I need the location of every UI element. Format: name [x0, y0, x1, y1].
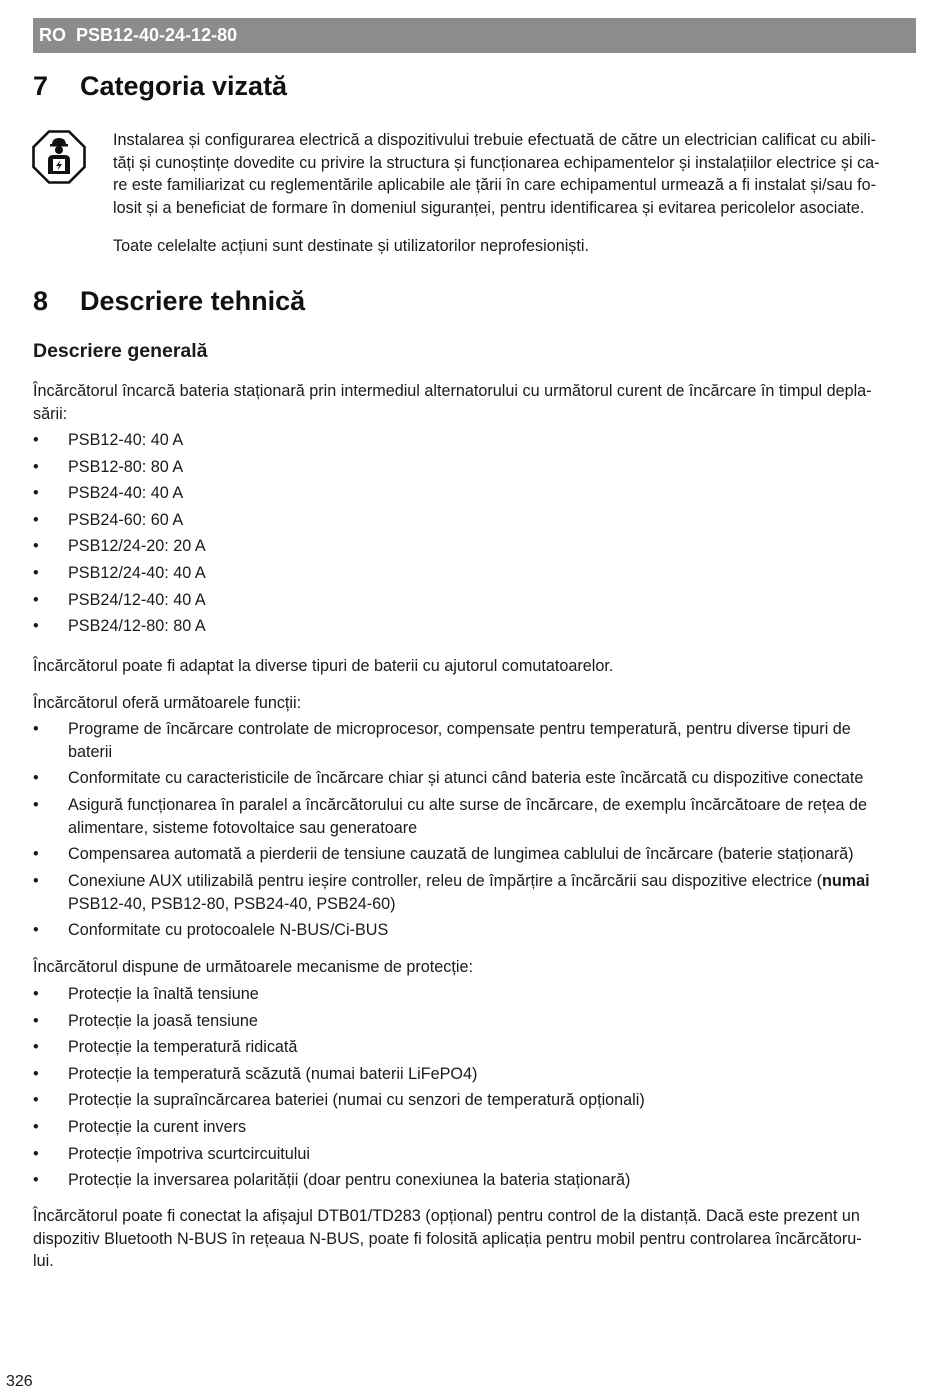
list-item: [33, 767, 916, 790]
qualification-line: losit și a beneficiat de formare în domeniul siguranței, pentru identificarea și evitarea pericolelor asociate.: [113, 198, 865, 217]
section-7-heading: [33, 70, 287, 102]
section-8-title: Descriere tehnică: [80, 286, 306, 316]
list-item: • PSB12-80: 80 A: [33, 456, 916, 483]
list-item-line: alimentare, sisteme fotovoltaice sau generatoare: [68, 818, 418, 837]
list-item: [33, 870, 916, 915]
charging-intro-line: Încărcătorul încarcă bateria staționară prin intermediul alternatorului cu următorul curent de încărcare în timpul depla-: [33, 382, 872, 400]
list-item: • PSB12-40: 40 A: [33, 429, 916, 456]
list-item: • Protecție la supraîncărcarea bateriei (numai cu senzori de temperatură opționali): [33, 1089, 916, 1116]
list-item: [33, 718, 916, 763]
list-item: • PSB12/24-40: 40 A: [33, 562, 916, 589]
charging-intro: [33, 380, 916, 425]
qualification-line: re este familiarizat cu reglementările aplicabile ale țării în care echipamentul urmează a fi instalat și/sau fo-: [113, 176, 876, 194]
list-item-line: • Asigură funcționarea în paralel a încărcătorului cu alte surse de încărcare, de exemplu încărcătoare de rețea de: [68, 796, 868, 815]
page-header: [33, 18, 916, 53]
charging-current-list: [33, 429, 916, 642]
remote-control-line: Încărcătorul poate fi conectat la afișajul DTB01/TD283 (opțional) pentru control de la distanță. Dacă este prezent un: [33, 1207, 860, 1225]
charging-intro-line: sării:: [33, 404, 68, 423]
list-item: • Protecție la inversarea polarității (doar pentru conexiunea la bateria staționară): [33, 1169, 916, 1196]
remote-control-line: dispozitiv Bluetooth N-BUS în rețeaua N-BUS, poate fi folosită aplicația pentru mobil pentru controlarea încărcătoru-: [33, 1229, 862, 1248]
language-code: RO: [39, 25, 66, 46]
functions-list: [33, 718, 916, 946]
section-8-number: 8: [33, 286, 49, 316]
remote-control-line: lui.: [33, 1252, 54, 1270]
page-number: 326: [6, 1373, 33, 1390]
list-item: [33, 794, 916, 839]
protection-list: [33, 983, 916, 1196]
protection-intro: Încărcătorul dispune de următoarele mecanisme de protecție:: [33, 958, 473, 976]
list-item: • Protecție la joasă tensiune: [33, 1010, 916, 1037]
list-item: • Protecție la temperatură ridicată: [33, 1036, 916, 1063]
section-7-number: 7: [33, 71, 49, 101]
list-item-line: • Conformitate cu caracteristicile de încărcare chiar și atunci când bateria este încărcată cu dispozitive conectate: [68, 769, 864, 788]
list-item-line: [68, 870, 916, 893]
qualification-line: Instalarea și configurarea electrică a dispozitivului trebuie efectuată de către un electrician calificat cu abili-: [113, 131, 877, 149]
list-item: • Protecție împotriva scurtcircuitului: [33, 1143, 916, 1170]
adapt-paragraph: Încărcătorul poate fi adaptat la diverse tipuri de baterii cu ajutorul comutatoarelor.: [33, 657, 614, 675]
list-item: • Protecție la temperatură scăzută (numai baterii LiFePO4): [33, 1063, 916, 1090]
electrician-icon: [32, 130, 86, 184]
list-item: • PSB12/24-20: 20 A: [33, 535, 916, 562]
non-professional-paragraph: Toate celelalte acțiuni sunt destinate și utilizatorilor neprofesioniști.: [113, 237, 589, 255]
qualification-paragraph: [113, 129, 918, 219]
section-7-title: Categoria vizată: [80, 71, 288, 101]
aux-bold-text: numai: [821, 872, 870, 891]
qualification-line: tăți și cunoștințe dovedite cu privire la structura și funcționarea echipamentelor și instalațiilor electrice și ca-: [113, 153, 880, 172]
list-item-line: baterii: [68, 742, 113, 761]
list-item: [33, 843, 916, 866]
list-item-line: • Conformitate cu protocoalele N-BUS/Ci-BUS: [68, 921, 389, 940]
list-item: • Protecție la curent invers: [33, 1116, 916, 1143]
list-item: • PSB24/12-40: 40 A: [33, 589, 916, 616]
model-name: PSB12-40-24-12-80: [76, 25, 238, 46]
general-description-heading: Descriere generală: [33, 340, 208, 362]
list-item-line: • Programe de încărcare controlate de microprocesor, compensate pentru temperatură, pentru diverse tipuri de: [68, 720, 851, 738]
list-item-line: PSB12-40, PSB12-80, PSB24-40, PSB24-60): [68, 894, 396, 913]
remote-control-paragraph: [33, 1205, 916, 1273]
list-item: [33, 919, 916, 942]
list-item: • Protecție la înaltă tensiune: [33, 983, 916, 1010]
list-item: • PSB24-40: 40 A: [33, 482, 916, 509]
functions-intro: Încărcătorul oferă următoarele funcții:: [33, 694, 302, 712]
list-item-line: • Compensarea automată a pierderii de tensiune cauzată de lungimea cablului de încărcare (baterie staționară): [68, 845, 854, 864]
section-8-heading: [33, 285, 305, 317]
list-item: • PSB24-60: 60 A: [33, 509, 916, 536]
list-item: • PSB24/12-80: 80 A: [33, 615, 916, 642]
aux-text: Conexiune AUX utilizabilă pentru ieșire controller, releu de împărțire a încărcării sau dispozitive electrice (: [68, 872, 822, 891]
